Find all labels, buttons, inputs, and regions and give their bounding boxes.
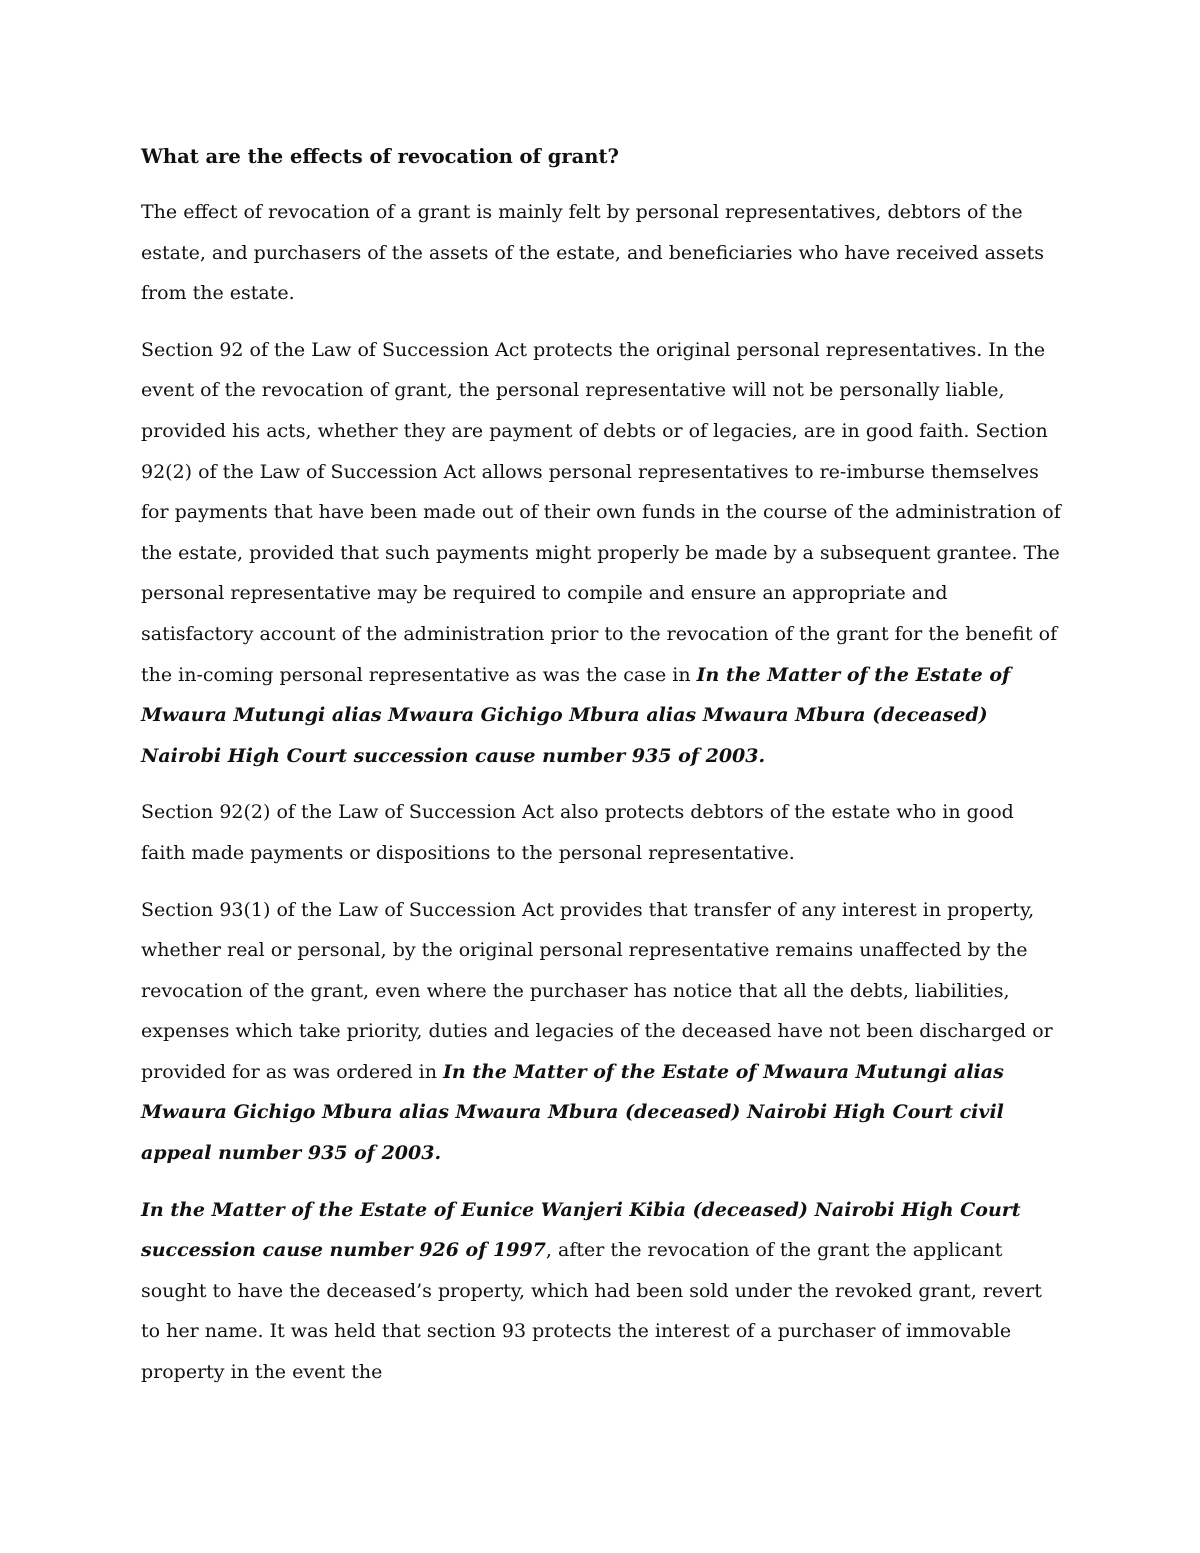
case-citation: In the Matter of the Estate of Mwaura Mutungi alias Mwaura Gichigo Mbura alias Mwaura Mbura (deceased) Nairobi High Court civil appeal number 935 of 2003. <box>141 1060 1004 1165</box>
paragraph-text: Section 92 of the Law of Succession Act protects the original personal representatives. In the event of the revocation of grant, the personal representative will not be personally liable, provided his acts, whether they are payment of debts or of legacies, are in good faith. Section 92(2) of the Law of Succession Act allows personal representatives to re-imburse themselves for payments that have been made out of their own funds in the course of the administration of the estate, provided that such payments might properly be made by a subsequent grantee. The personal representative may be required to compile and ensure an appropriate and satisfactory account of the administration prior to the revocation of the grant for the benefit of the in-coming personal representative as was the case in <box>141 338 1061 686</box>
paragraph-kibia-case <box>141 1190 1061 1393</box>
document-body <box>141 140 1061 1409</box>
paragraph-text: Section 93(1) of the Law of Succession Act provides that transfer of any interest in property, whether real or personal, by the original personal representative remains unaffected by the revocation of the grant, even where the purchaser has notice that all the debts, liabilities, expenses which take priority, duties and legacies of the deceased have not been discharged or provided for as was ordered in <box>141 898 1053 1083</box>
case-citation: In the Matter of the Estate of Mwaura Mutungi alias Mwaura Gichigo Mbura alias Mwaura Mbura (deceased) Nairobi High Court succession cause number 935 of 2003. <box>141 663 1011 767</box>
section-heading: What are the effects of revocation of grant? <box>141 145 619 168</box>
paragraph-text: Section 92(2) of the Law of Succession Act also protects debtors of the estate who in good faith made payments or dispositions to the personal representative. <box>141 801 1014 864</box>
paragraph-text: The effect of revocation of a grant is mainly felt by personal representatives, debtors of the estate, and purchasers of the assets of the estate, and beneficiaries who have received assets from the estate. <box>141 201 1045 305</box>
paragraph-text: , after the revocation of the grant the applicant sought to have the deceased’s property, which had been sold under the revoked grant, revert to her name. It was held that section 93 protects the interest of a purchaser of immovable property in the event the <box>141 1239 1042 1384</box>
paragraph-effects-overview <box>141 192 1061 314</box>
case-citation: In the Matter of the Estate of Eunice Wanjeri Kibia (deceased) Nairobi High Court succession cause number 926 of 1997 <box>141 1198 1021 1262</box>
paragraph-section-93-1 <box>141 890 1061 1174</box>
paragraph-section-92-2-debtors <box>141 792 1061 873</box>
paragraph-section-92 <box>141 330 1061 777</box>
